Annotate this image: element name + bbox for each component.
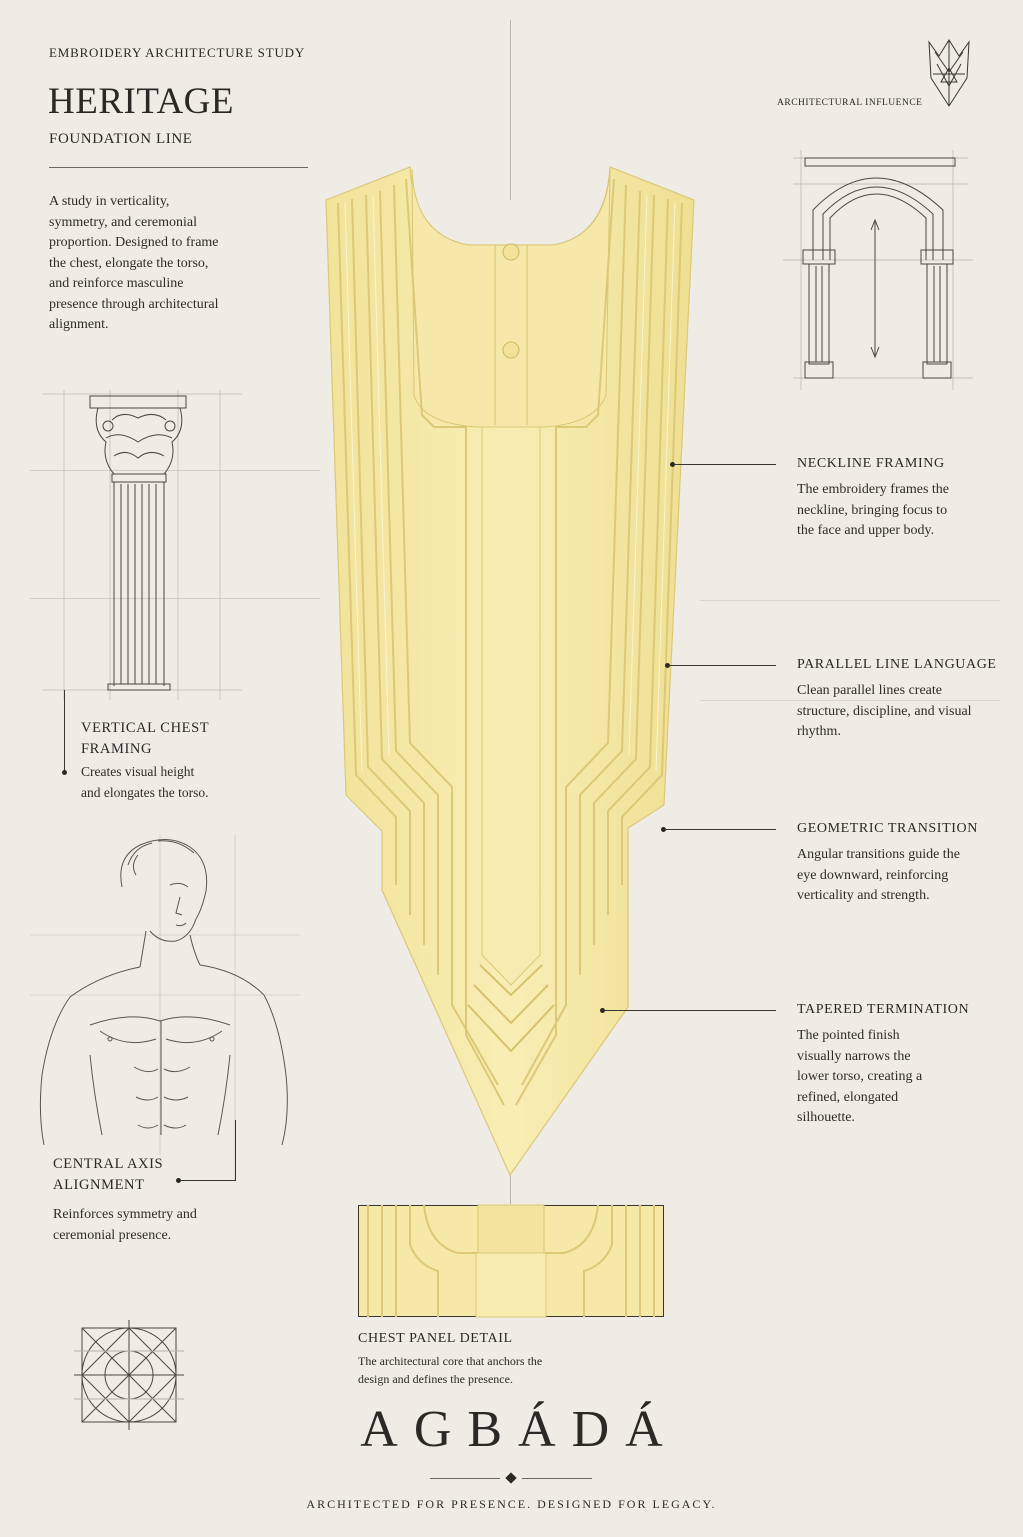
bust-illustration xyxy=(30,835,300,1155)
eyebrow-text: EMBROIDERY ARCHITECTURE STUDY xyxy=(49,45,306,60)
parallel-leader xyxy=(669,665,776,666)
embroidery-panel xyxy=(310,155,710,1175)
vertical-framing-title-l1: VERTICAL CHEST xyxy=(81,720,210,736)
neckline-title: NECKLINE FRAMING xyxy=(797,456,945,471)
tapered-title: TAPERED TERMINATION xyxy=(797,1002,970,1017)
influence-label: ARCHITECTURAL INFLUENCE xyxy=(777,98,923,108)
geometric-title: GEOMETRIC TRANSITION xyxy=(797,821,978,836)
construction-line xyxy=(700,600,1000,601)
central-axis-title-l1: CENTRAL AXIS xyxy=(53,1156,164,1172)
central-axis-title-l2: ALIGNMENT xyxy=(53,1177,145,1193)
central-axis-leader xyxy=(180,1180,236,1181)
brand-tagline: ARCHITECTED FOR PRESENCE. DESIGNED FOR LEGACY. xyxy=(306,1497,717,1511)
header-divider xyxy=(49,167,308,168)
geometric-leader xyxy=(665,829,776,830)
vertical-framing-title-l2: FRAMING xyxy=(81,741,153,757)
brand-wordmark: AGBÁDÁ xyxy=(360,1401,679,1458)
arch-illustration xyxy=(783,150,973,390)
tapered-leader xyxy=(604,1010,776,1011)
neckline-text: The embroidery frames the neckline, bringing focus to the face and upper body. xyxy=(797,482,949,538)
neckline-leader xyxy=(674,464,776,465)
tapered-text: The pointed finish visually narrows the lower torso, creating a refined, elongated silhouette. xyxy=(797,1028,923,1125)
crest-monogram-icon xyxy=(927,38,971,108)
central-axis-bracket xyxy=(235,1120,236,1181)
parallel-text: Clean parallel lines create structure, discipline, and visual rhythm. xyxy=(797,683,972,739)
column-illustration xyxy=(42,390,242,700)
diamond-ornament-icon xyxy=(505,1472,516,1483)
page-title: HERITAGE xyxy=(48,81,235,122)
framing-dot xyxy=(62,770,67,775)
detail-text: The architectural core that anchors the design and defines the presence. xyxy=(358,1354,543,1386)
brand-divider-right xyxy=(522,1478,592,1479)
vertical-framing-text: Creates visual height and elongates the torso. xyxy=(81,764,209,800)
central-axis-title xyxy=(53,1154,163,1196)
brand-divider-left xyxy=(430,1478,500,1479)
parallel-title: PARALLEL LINE LANGUAGE xyxy=(797,657,997,672)
framing-bracket xyxy=(64,690,65,774)
central-axis-text: Reinforces symmetry and ceremonial presence. xyxy=(53,1207,197,1243)
intro-paragraph: A study in verticality, symmetry, and ceremonial proportion. Designed to frame the chest, elongate the torso, and reinforce masculine presence through architectural alignment. xyxy=(49,194,219,332)
page-subtitle: FOUNDATION LINE xyxy=(49,131,193,147)
detail-title: CHEST PANEL DETAIL xyxy=(358,1331,513,1346)
geometric-text: Angular transitions guide the eye downward, reinforcing verticality and strength. xyxy=(797,847,960,903)
vertical-framing-title xyxy=(81,718,209,760)
chest-panel-detail-image xyxy=(358,1205,664,1317)
